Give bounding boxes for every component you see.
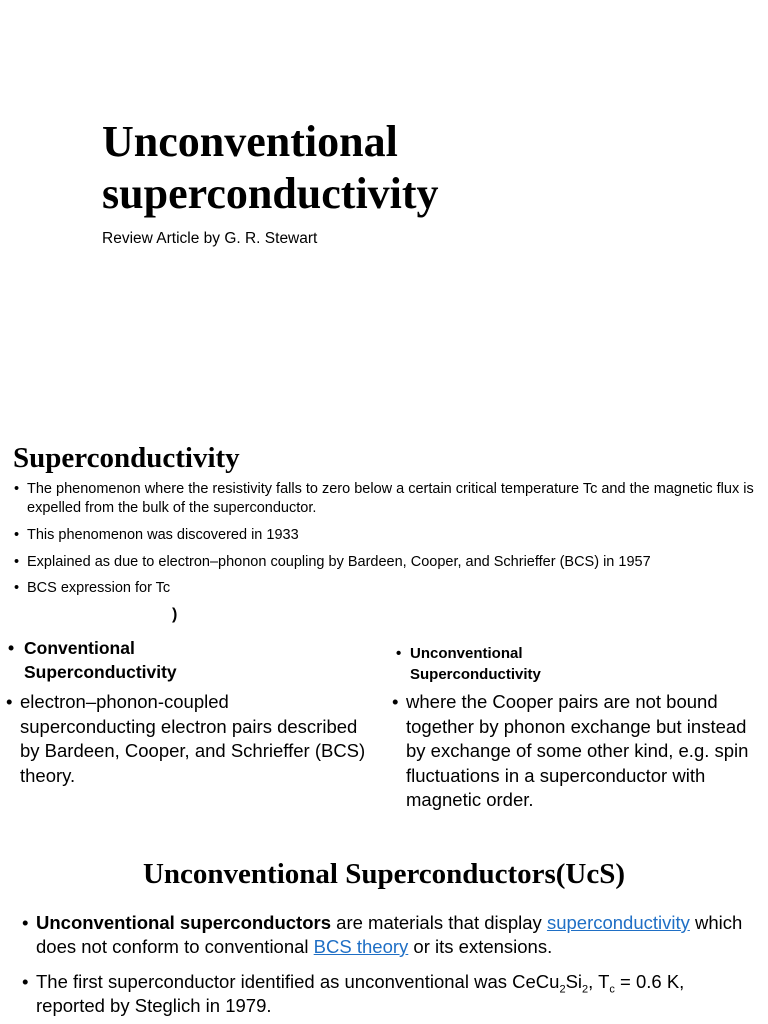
unconventional-description [392, 690, 762, 813]
slide-subtitle: Review Article by G. R. Stewart [102, 230, 318, 247]
subscript: 2 [559, 983, 566, 996]
text-run: The first superconductor identified as unconventional was CeCu [36, 971, 560, 992]
text-run: = 0.6 K, reported by Steglich in 1979. [36, 971, 685, 1016]
list-item [22, 911, 757, 959]
bullet-icon: • [22, 912, 29, 933]
text-run: , T [588, 971, 610, 992]
bold-term: Unconventional superconductors [36, 912, 332, 933]
subscript: 2 [582, 983, 589, 996]
bullet-icon: • [22, 971, 29, 992]
bullet-text [36, 970, 757, 1018]
unconventional-heading [396, 643, 656, 685]
bullet-icon: • [14, 580, 20, 596]
conventional-description [6, 690, 366, 788]
section-heading-ucs: Unconventional Superconductors(UcS) [142, 858, 626, 890]
list-item [14, 579, 754, 598]
text-run: or its extensions. [408, 936, 553, 957]
bullet-text: This phenomenon was discovered in 1933 [27, 527, 299, 543]
unconventional-description-text: where the Cooper pairs are not bound together by phonon exchange but instead by exchange of some other kind, e.g. spin fluctuations in a superconductor with magnetic order. [406, 691, 749, 810]
bullet-text: The phenomenon where the resistivity falls to zero below a certain critical temperature Tc and the magnetic flux is expelled from the bulk of the superconductor. [27, 481, 754, 516]
list-item [14, 526, 754, 545]
superconductivity-link[interactable]: superconductivity [546, 912, 690, 933]
unconventional-heading-text: Unconventional Superconductivity [410, 645, 541, 683]
bcs-theory-link[interactable]: BCS theory [313, 936, 409, 957]
text-run: are materials that display [331, 912, 547, 933]
list-item [22, 970, 757, 1018]
list-item [14, 480, 754, 518]
bullet-icon: • [392, 691, 399, 712]
conventional-description-text: electron–phonon-coupled superconducting electron pairs described by Bardeen, Cooper, and Schrieffer (BCS) theory. [20, 691, 366, 786]
bullet-icon: • [6, 691, 13, 712]
subscript: c [609, 983, 615, 996]
bullet-text: BCS expression for Tc [27, 580, 171, 596]
bullet-icon: • [396, 645, 402, 662]
bullet-icon: • [14, 481, 20, 497]
formula-fragment: ) [172, 606, 178, 623]
bullet-text [36, 911, 757, 959]
section-heading-superconductivity: Superconductivity [13, 442, 240, 474]
bullet-icon: • [14, 527, 20, 543]
bullet-icon: • [8, 638, 15, 658]
text-run: which does not conform to conventional [36, 912, 743, 957]
slide-title: Unconventional superconductivity [102, 117, 439, 218]
bullet-icon: • [14, 554, 20, 570]
conventional-heading-text: Conventional Superconductivity [24, 638, 177, 682]
list-item [14, 553, 754, 572]
conventional-heading [8, 636, 268, 684]
text-run: Si [565, 971, 583, 992]
bullet-text: Explained as due to electron–phonon coupling by Bardeen, Cooper, and Schrieffer (BCS) in 1957 [27, 554, 651, 570]
